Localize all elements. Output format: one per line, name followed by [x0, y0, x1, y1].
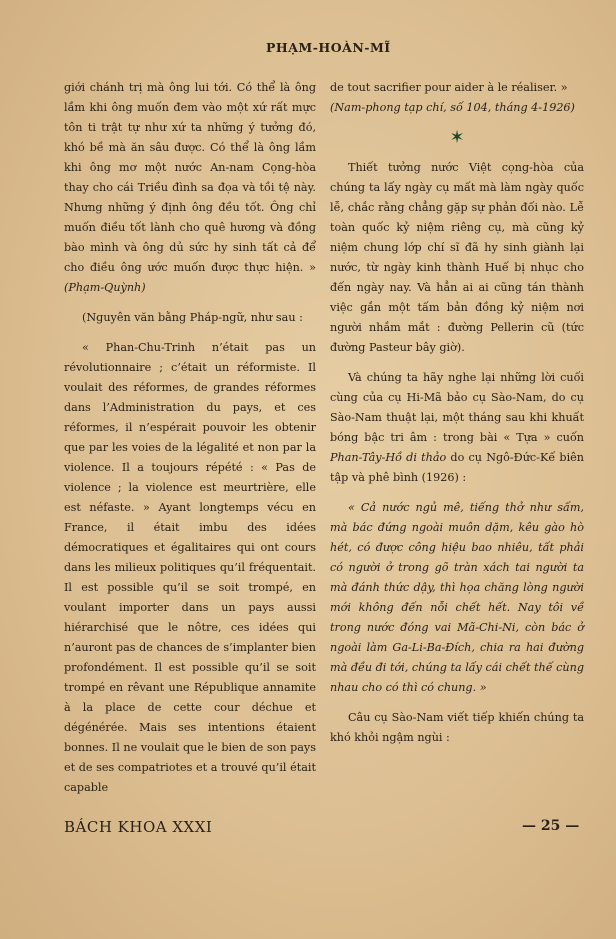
french-quote: « Phan-Chu-Trinh n’était pas un révolutionnaire ; c’était un réformiste. Il voulait des réformes, de grandes réformes dans l’Administration du pays, et ces réformes, il n’espérait pouvoir les obtenir que par les voies de la légalité et non par la violence. Il a toujours répété : « Pas de violence ; la violence est meurtrière, elle est néfaste. » Ayant longtemps vécu en France, il était imbu des idées démocratiques et égalitaires qui ont cours dans les milieux politiques qu’il fréquentait. Il est possible qu’il se soit trompé, en voulant importer dans un pays aussi hiérarchisé que le nôtre, ces idées qui n’auront pas de chances de s’implanter bien profondément. Il est possible qu’il se soit trompé en rêvant une République annamite à la place de cette cour déchue et dégénérée. Mais ses intentions étaient bonnes. Il ne voulait que le bien de son pays et de ses compatriotes et a trouvé qu’il était capable [64, 341, 316, 794]
magazine-issue-footer: BÁCH KHOA XXXI [64, 818, 213, 836]
vietnamese-quote: « Cả nước ngủ mê, tiếng thở như sấm, mà bác đứng ngoài muôn dặm, kêu gào hò hét, có được công hiệu bao nhiêu, tất phải có người ở trong gõ tràn xách tai người ta mà đánh thức dậy, thì họa chăng lòng người mới không đến nỗi chết hết. Nay tôi về trong nước đóng vai Mã-Chi-Ni, còn bác ở ngoài làm Ga-Li-Ba-Đích, chia ra hai đường mà đều đi tới, chúng ta lấy cái chết thế cùng nhau cho có thì có chung. » [330, 501, 584, 694]
right-paragraph-3-text-a: Và chúng ta hãy nghe lại những lời cuối cùng của cụ Hi-Mã bảo cụ Sào-Nam, do cụ Sào-Nam thuật lại, một tháng sau khi khuất bóng bậc tri âm : trong bài « Tựa » cuốn [330, 371, 584, 444]
right-column [330, 78, 584, 758]
left-paragraph-1 [64, 78, 316, 298]
section-divider-star-icon: ✶ [449, 127, 465, 148]
running-header: PHẠM-HOÀN-MĨ [266, 40, 391, 55]
book-title: Phan-Tây-Hồ di thảo [330, 451, 447, 464]
source-citation: (Nam-phong tạp chí, số 104, tháng 4-1926) [330, 101, 575, 114]
right-paragraph-3 [330, 368, 584, 488]
left-paragraph-2: (Nguyên văn bằng Pháp-ngữ, như sau : [82, 311, 303, 324]
page-number: — 25 — [522, 818, 580, 834]
right-paragraph-2: Thiết tưởng nước Việt cọng-hòa của chúng ta lấy ngày cụ mất mà làm ngày quốc lễ, chắc rằng chẳng gặp sự phản đối nào. Lễ toàn quốc kỷ niệm riêng cụ, mà cũng kỷ niệm chung lớp chí sĩ đã hy sinh giành lại nước, từ ngày kinh thành Huế bị nhục cho đến ngày nay. Và hẳn ai ai cũng tán thành việc gắn một tấm bản đồng kỷ niệm nơi người nhắm mắt : đường Pellerin cũ (tức đường Pasteur bây giờ). [330, 161, 584, 354]
right-paragraph-1: de tout sacrifier pour aider à le réaliser. » [330, 81, 568, 94]
quote-attribution: (Phạm-Quỳnh) [64, 281, 146, 294]
left-paragraph-1-text: giới chánh trị mà ông lui tới. Có thể là ông lầm khi ông muốn đem vào một xứ rất mực tôn ti trật tự như xứ ta những ý tưởng đó, khó bề mà ăn sâu được. Có thể là ông lầm khi ông mơ một nước An-nam Cọng-hòa thay cho cái Triều đình sa đọa và tồi tệ này. Nhưng những ý định ông đều tốt. Ông chỉ muốn điều tốt lành cho quê hương và đồng bào mình và ông dủ sức hy sinh tất cả để cho điều ông ước muốn được thực hiện. » [64, 81, 316, 274]
right-paragraph-3-text-b: do cụ Ngô-Đức-Kế biên tập và phê bình (1926) : [330, 451, 584, 484]
right-paragraph-4: Câu cụ Sào-Nam viết tiếp khiến chúng ta khó khỏi ngậm ngùi : [330, 711, 584, 744]
left-column [64, 78, 316, 808]
